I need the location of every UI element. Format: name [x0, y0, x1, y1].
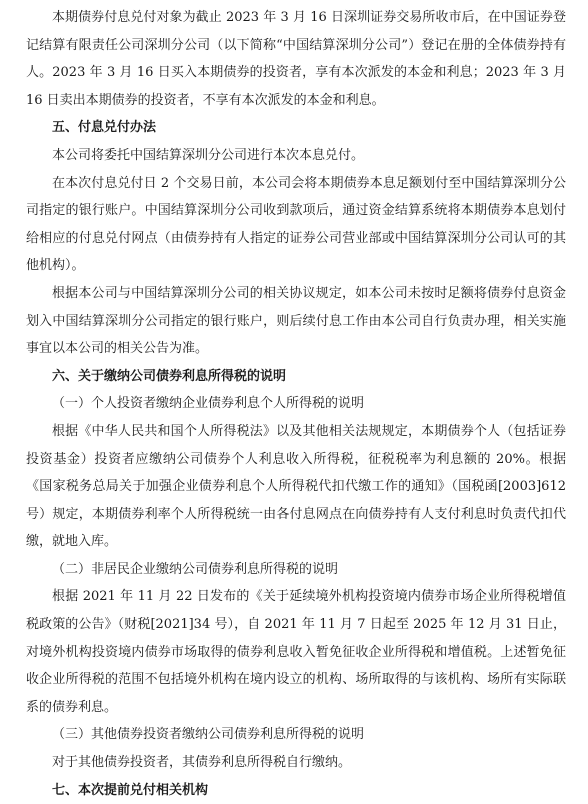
paragraph-entrust: 本公司将委托中国结算深圳分公司进行本次本息兑付。	[52, 147, 365, 163]
subsection-heading-other: （三）其他债券投资者缴纳公司债券利息所得税的说明	[52, 727, 365, 743]
section-heading-7: 七、本次提前兑付相关机构	[52, 782, 209, 798]
paragraph-individual-tax: 根据《中华人民共和国个人所得税法》以及其他相关法规规定，本期债券个人（包括证券投资基金）投资者应缴纳公司债券个人利息收入所得税，征税税率为利息额的 20%。根据《国家税务总局关于加强企业债券利息个人所得税代扣代缴工作的通知》（国税函[2003]612 号）规定，本期债券利率个人所得税统一由各付息网点在向债券持有人支付利息时负责代扣代缴，就地入库。	[26, 423, 566, 550]
paragraph-transfer-funds: 在本次付息兑付日 2 个交易日前，本公司会将本期债券本息足额划付至中国结算深圳分公司指定的银行账户。中国结算深圳分公司收到款项后，通过资金结算系统将本期债券本息划付给相应的付息兑付网点（由债券持有人指定的证券公司营业部或中国结算深圳分公司认可的其他机构）。	[26, 175, 566, 274]
paragraph-nonresident-tax: 根据 2021 年 11 月 22 日发布的《关于延续境外机构投资境内债券市场企业所得税增值税政策的公告》（财税[2021]34 号），自 2021 年 11 月 7 日起至 2025 年 12 月 31 日止，对境外机构投资境内债券市场取得的债券利息收入暂免征收企业所得税和增值税。上述暂免征收企业所得税的范围不包括境外机构在境内设立的机构、场所取得的与该机构、场所有实际联系的债券利息。	[26, 589, 566, 715]
subsection-heading-individual: （一）个人投资者缴纳企业债券利息个人所得税的说明	[52, 396, 365, 412]
subsection-heading-nonresident: （二）非居民企业缴纳公司债券利息所得税的说明	[52, 561, 339, 577]
paragraph-payment-recipients: 本期债券付息兑付对象为截止 2023 年 3 月 16 日深圳证券交易所收市后，在中国证券登记结算有限责任公司深圳分公司（以下简称“中国结算深圳分公司”）登记在册的全体债券持有人。2023 年 3 月 16 日买入本期债券的投资者，享有本次派发的本金和利息；2023 年 3 月 16 日卖出本期债券的投资者，不享有本次派发的本金和利息。	[26, 10, 566, 108]
paragraph-other-tax: 对于其他债券投资者，其债券利息所得税自行缴纳。	[52, 755, 352, 771]
paragraph-agreement: 根据本公司与中国结算深圳分公司的相关协议规定，如本公司未按时足额将债券付息资金划入中国结算深圳分公司指定的银行账户，则后续付息工作由本公司自行负责办理，相关实施事宜以本公司的相关公告为准。	[26, 285, 566, 357]
section-heading-6: 六、关于缴纳公司债券利息所得税的说明	[52, 368, 287, 384]
section-heading-5: 五、付息兑付办法	[52, 120, 157, 136]
